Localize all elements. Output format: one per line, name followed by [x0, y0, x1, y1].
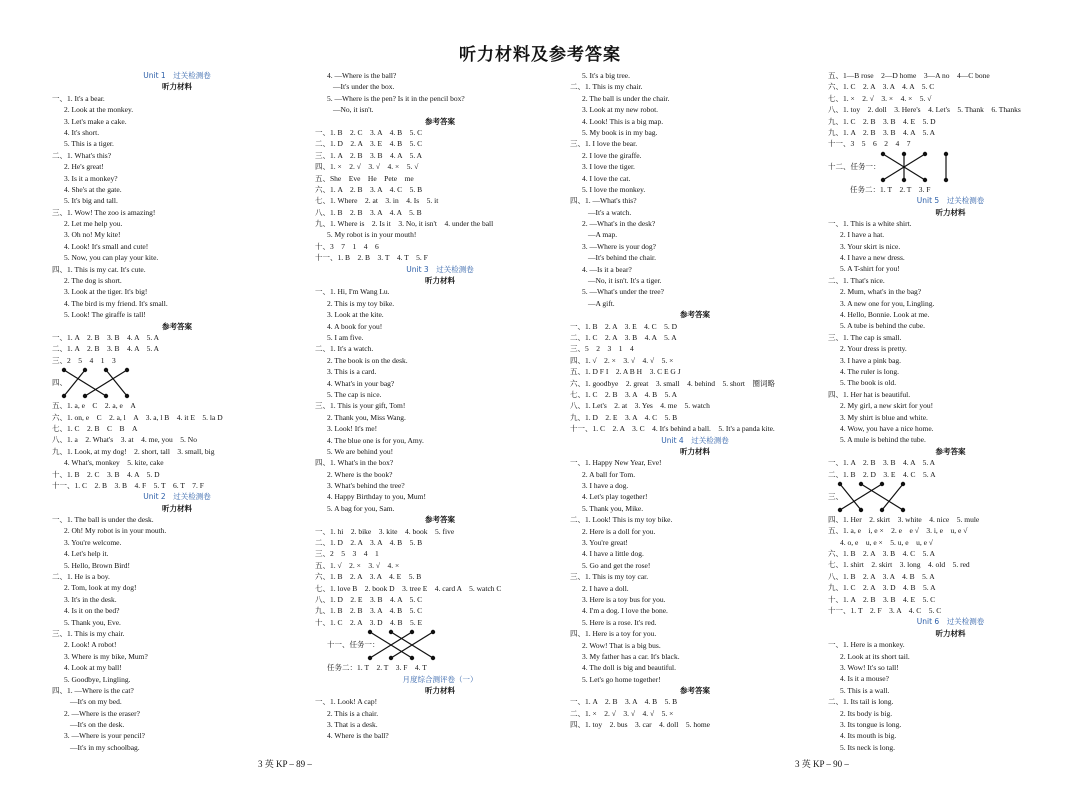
text-line: 2. Here is a doll for you.	[582, 526, 656, 536]
matching-dot	[901, 508, 905, 512]
text-line: 2. Your dress is pretty.	[840, 344, 907, 354]
subsection-heading: 参考答案	[162, 321, 192, 331]
text-line: 四、1. —Where is the cat?	[52, 685, 134, 695]
text-line: 3. My father has a car. It's black.	[582, 651, 680, 661]
text-line: 八、1. a 2. What's 3. at 4. me, you 5. No	[52, 435, 197, 445]
subsection-heading: 听力材料	[935, 628, 966, 638]
matching-dot	[881, 178, 885, 182]
text-line: 三、5 2 3 1 4	[570, 344, 634, 354]
text-line: 4. Let's help it.	[64, 549, 109, 559]
text-line: 5. Go and get the rose!	[582, 560, 651, 570]
text-line: 十一、1. C 2. A 3. C 4. It's behind a ball. 5. It's a panda kite.	[570, 424, 775, 434]
text-line: 三、1. The cap is small.	[828, 332, 902, 342]
text-line: 5. I love the monkey.	[582, 184, 646, 194]
text-line: 3. —Where is your dog?	[582, 241, 656, 251]
text-line: 2. I have a doll.	[582, 583, 629, 593]
text-line: —A gift.	[588, 298, 615, 308]
text-line: 七、1. × 2. √ 3. × 4. × 5. √	[828, 93, 932, 103]
text-line: 5. The cap is nice.	[327, 389, 382, 399]
column-4	[828, 70, 1073, 753]
text-line: 4. It's short.	[64, 127, 100, 137]
text-line: 3. Let's make a cake.	[64, 116, 127, 126]
text-line: 4. Look! It's small and cute!	[64, 241, 149, 251]
text-line: 4. A book for you!	[327, 321, 383, 331]
text-line: 九、1. D 2. E 3. A 4. C 5. B	[570, 412, 678, 422]
text-line: 四、1. This is my cat. It's cute.	[52, 264, 146, 274]
matching-dot	[901, 482, 905, 486]
matching-dot	[881, 152, 885, 156]
text-line: 一、1. This is a white shirt.	[828, 218, 912, 228]
text-line: 十、1. C 2. A 3. D 4. B 5. E	[315, 617, 423, 627]
matching-dot	[62, 394, 66, 398]
text-line: 2. The ball is under the chair.	[582, 93, 670, 103]
text-line: 2. Tom, look at my dog!	[64, 583, 137, 593]
text-line: 二、1. That's nice.	[828, 275, 885, 285]
text-line: 一、1. Happy New Year, Eve!	[570, 458, 662, 468]
text-line: 3. Your skirt is nice.	[840, 241, 901, 251]
matching-dot	[859, 482, 863, 486]
matching-lines	[828, 480, 1068, 514]
text-line: 十一、3 5 6 2 4 7	[828, 139, 911, 149]
matching-dot	[923, 178, 927, 182]
subsection-heading: 听力材料	[162, 82, 192, 92]
subsection-heading: 听力材料	[935, 207, 966, 217]
text-line: 六、1. B 2. A 3. A 4. E 5. B	[315, 572, 422, 582]
text-line: 3. Wow! It's so tall!	[840, 662, 899, 672]
text-line: —A map.	[588, 230, 618, 240]
section-heading: Unit 2 过关检测卷	[143, 492, 211, 502]
text-line: 4. The doll is big and beautiful.	[582, 663, 677, 673]
text-line: 五、1. a, e C 2. a, e A	[52, 401, 136, 411]
matching-dot	[368, 656, 372, 660]
matching-label: 四、	[52, 378, 67, 388]
text-line: 5. A tube is behind the cube.	[840, 321, 925, 331]
column-3	[570, 70, 820, 731]
text-line: 一、1. B 2. A 3. E 4. C 5. D	[570, 321, 678, 331]
matching-dot	[62, 368, 66, 372]
text-line: 2. Where is the book?	[327, 469, 393, 479]
text-line: 4. Is it on the bed?	[64, 606, 120, 616]
section-heading: Unit 1 过关检测卷	[143, 71, 211, 80]
matching-line	[64, 370, 85, 396]
text-line: 5. Goodbye, Lingling.	[64, 674, 131, 684]
text-line: 六、1. goodbye 2. great 3. small 4. behind 5. short 圈词略	[570, 378, 775, 388]
text-line: 九、1. B 2. B 3. A 4. B 5. C	[315, 606, 423, 616]
subsection-heading: 听力材料	[680, 446, 710, 456]
text-line: 2. I have a hat.	[840, 230, 885, 240]
text-line: 5. Let's go home together!	[582, 674, 661, 684]
matching-dot	[83, 394, 87, 398]
text-line: 3. I have a pink bag.	[840, 355, 902, 365]
text-line: —No, it isn't. It's a tiger.	[588, 276, 662, 286]
text-line: 3. You're welcome.	[64, 537, 122, 547]
text-line: 2. The book is on the desk.	[327, 355, 408, 365]
text-line: 任务二：1. T 2. T 3. F	[850, 184, 931, 194]
matching-dot	[902, 178, 906, 182]
text-line: 4. Hello, Bonnie. Look at me.	[840, 310, 930, 320]
text-line: 4. I have a little dog.	[582, 549, 644, 559]
text-line: 2. A ball for Tom.	[582, 469, 636, 479]
subsection-heading: 听力材料	[425, 276, 455, 286]
text-line: 二、1. Look! This is my toy bike.	[570, 515, 673, 525]
matching-diagram	[828, 480, 1073, 514]
matching-dot	[83, 368, 87, 372]
text-line: —It's in my schoolbag.	[70, 742, 140, 752]
matching-line	[882, 484, 903, 510]
subsection-heading: 参考答案	[425, 515, 455, 525]
text-line: 九、1. Where is 2. Is it 3. No, it isn't 4. under the ball	[315, 219, 494, 229]
text-line: 六、1. B 2. A 3. B 4. C 5. A	[828, 549, 936, 559]
section-heading: Unit 3 过关检测卷	[406, 264, 474, 274]
text-line: 3. Look at the tiger. It's big!	[64, 287, 148, 297]
text-line: 2. He's great!	[64, 162, 104, 172]
text-line: 3. Oh no! My kite!	[64, 230, 121, 240]
text-line: 4. Let's play together!	[582, 492, 648, 502]
text-line: 3. I have a dog.	[582, 481, 629, 491]
text-line: 4. Look! This is a big map.	[582, 116, 664, 126]
text-line: 三、1. Wow! The zoo is amazing!	[52, 207, 156, 217]
text-line: 5. My robot is in your mouth!	[327, 230, 417, 240]
text-line: 2. Let me help you.	[64, 219, 123, 229]
text-line: 十、1. A 2. B 3. B 4. E 5. C	[828, 594, 936, 604]
matching-diagram	[52, 366, 302, 400]
text-line: 3. It's in the desk.	[64, 594, 117, 604]
text-line: 2. This is a chair.	[327, 708, 379, 718]
text-line: 5. The book is old.	[840, 378, 897, 388]
text-line: 5. This is a tiger.	[64, 139, 114, 149]
matching-dot	[902, 152, 906, 156]
text-line: 三、1. A 2. B 3. B 4. A 5. A	[315, 150, 423, 160]
matching-dot	[125, 394, 129, 398]
text-line: 八、1. toy 2. doll 3. Here's 4. Let's 5. Thank 6. Thanks	[828, 105, 1021, 115]
text-line: 2. Thank you, Miss Wang.	[327, 412, 406, 422]
text-line: 5. Thank you, Eve.	[64, 617, 121, 627]
text-line: 3. Here is a toy bus for you.	[582, 594, 666, 604]
text-line: 2. I love the giraffe.	[582, 150, 642, 160]
text-line: 四、1. What's in the box?	[315, 458, 394, 468]
text-line: 4. Look at my ball!	[64, 663, 122, 673]
subsection-heading: 参考答案	[680, 310, 710, 320]
text-line: 3. This is a card.	[327, 367, 377, 377]
text-line: 五、1. a, e i, e × 2. e e √ 3. i, e u, e √	[828, 526, 968, 536]
text-line: —It's a watch.	[588, 207, 632, 217]
matching-dot	[410, 630, 414, 634]
text-line: 4. What's, monkey 5. kite, cake	[64, 458, 164, 468]
text-line: 2. Look! A robot!	[64, 640, 117, 650]
text-line: 一、1. Hi, I'm Wang Lu.	[315, 287, 390, 297]
text-line: 七、1. C 2. B 3. A 4. B 5. A	[570, 389, 678, 399]
text-line: 2. Look at the monkey.	[64, 105, 134, 115]
text-line: 五、1. √ 2. × 3. √ 4. ×	[315, 560, 400, 570]
text-line: 八、1. D 2. E 3. B 4. A 5. C	[315, 594, 423, 604]
text-line: 七、1. Where 2. at 3. in 4. Is 5. it	[315, 196, 439, 206]
page-number-right: 3 英 KP – 90 –	[795, 759, 849, 769]
matching-dot	[104, 394, 108, 398]
text-line: 四、1. √ 2. × 3. √ 4. √ 5. ×	[570, 355, 674, 365]
matching-dot	[838, 508, 842, 512]
matching-dot	[859, 508, 863, 512]
text-line: 5. Thank you, Mike.	[582, 503, 644, 513]
text-line: 一、1. Here is a monkey.	[828, 640, 905, 650]
text-line: 八、1. B 2. B 3. A 4. A 5. B	[315, 207, 422, 217]
text-line: 一、1. B 2. C 3. A 4. B 5. C	[315, 127, 423, 137]
text-line: 2. Mum, what's in the bag?	[840, 287, 922, 297]
text-line: 4. Is it a mouse?	[840, 674, 889, 684]
text-line: 3. Look! It's me!	[327, 424, 378, 434]
text-line: 五、1. D F I 2. A B H 3. C E G J	[570, 367, 681, 377]
text-line: 5. —Where is the pen? Is it in the pencil box?	[327, 93, 465, 103]
text-line: 四、1. Here is a toy for you.	[570, 629, 657, 639]
text-line: 4. Happy Birthday to you, Mum!	[327, 492, 426, 502]
text-line: 一、1. It's a bear.	[52, 93, 105, 103]
text-line: 九、1. C 2. B 3. B 4. E 5. D	[828, 116, 936, 126]
matching-dot	[410, 656, 414, 660]
text-line: 二、1. He is a boy.	[52, 572, 110, 582]
text-line: 4. Where is the ball?	[327, 731, 389, 741]
text-line: 5. We are behind you!	[327, 446, 394, 456]
text-line: 4. The blue one is for you, Amy.	[327, 435, 424, 445]
text-line: 5. Its neck is long.	[840, 742, 895, 752]
matching-label: 十二、任务一：	[828, 161, 881, 171]
matching-dot	[389, 656, 393, 660]
matching-dot	[838, 482, 842, 486]
text-line: 3. I love the tiger.	[582, 162, 635, 172]
text-line: 任务二：1. T 2. T 3. F 4. T	[327, 663, 427, 673]
text-line: 九、1. A 2. B 3. B 4. A 5. A	[828, 127, 936, 137]
text-line: 一、1. A 2. B 3. A 4. B 5. B	[570, 697, 678, 707]
page-number-left: 3 英 KP – 89 –	[258, 759, 312, 769]
text-line: 二、1. What's this?	[52, 150, 112, 160]
text-line: 4. —Is it a bear?	[582, 264, 632, 274]
text-line: 四、1. Her hat is beautiful.	[828, 389, 911, 399]
text-line: 4. o, e u, e × 5. u, e u, e √	[840, 537, 933, 547]
text-line: 二、1. × 2. √ 3. √ 4. √ 5. ×	[570, 708, 674, 718]
text-line: 十一、1. T 2. F 3. A 4. C 5. C	[828, 606, 942, 616]
matching-dot	[104, 368, 108, 372]
matching-line	[106, 370, 127, 396]
text-line: 三、1. This is my toy car.	[570, 572, 649, 582]
text-line: 六、1. A 2. B 3. A 4. C 5. B	[315, 184, 423, 194]
text-line: 一、1. A 2. B 3. B 4. A 5. A	[828, 458, 936, 468]
matching-dot	[125, 368, 129, 372]
text-line: 三、1. This is my chair.	[52, 628, 125, 638]
text-line: 3. Where is my bike, Mum?	[64, 651, 148, 661]
subsection-heading: 参考答案	[680, 686, 710, 696]
subsection-heading: 参考答案	[935, 446, 966, 456]
text-line: 二、1. It's a watch.	[315, 344, 374, 354]
text-line: 5. Here is a rose. It's red.	[582, 617, 657, 627]
column-2	[315, 70, 565, 742]
section-heading: 月度综合测评卷（一）	[402, 674, 478, 684]
text-line: 5. Look! The giraffe is tall!	[64, 310, 146, 320]
matching-line	[85, 370, 127, 396]
matching-line	[64, 370, 106, 396]
matching-line	[840, 484, 861, 510]
text-line: 二、1. D 2. A 3. E 4. B 5. C	[315, 139, 423, 149]
text-line: 4. I have a new dress.	[840, 253, 905, 263]
text-line: 三、2 5 4 1 3	[52, 355, 116, 365]
text-line: 2. Oh! My robot is in your mouth.	[64, 526, 167, 536]
text-line: 2. Its body is big.	[840, 708, 893, 718]
text-line: 4. The ruler is long.	[840, 366, 900, 376]
text-line: —No, it isn't.	[333, 105, 374, 115]
text-line: 一、1. A 2. B 3. B 4. A 5. A	[52, 332, 160, 342]
text-line: —It's on my bed.	[70, 697, 122, 707]
matching-label: 十一、任务一：	[327, 640, 380, 650]
text-line: 七、1. C 2. B C B A	[52, 423, 138, 433]
text-line: 十一、1. B 2. B 3. T 4. T 5. F	[315, 253, 428, 263]
subsection-heading: 参考答案	[425, 116, 455, 126]
text-line: 5. I am five.	[327, 332, 364, 342]
text-line: 一、1. Look! A cap!	[315, 697, 378, 707]
text-line: 二、1. C 2. A 3. B 4. A 5. A	[570, 332, 677, 342]
text-line: 十一、1. C 2. B 3. B 4. F 5. T 6. T 7. F	[52, 480, 204, 490]
text-line: 六、1. on, e C 2. a, l A 3. a, l B 4. it E 5. la D	[52, 412, 223, 422]
text-line: 4. She's at the gate.	[64, 184, 122, 194]
text-line: 5. A T-shirt for you!	[840, 264, 900, 274]
text-line: 五、1—B rose 2—D home 3—A no 4—C bone	[828, 71, 990, 80]
text-line: 4. I love the cat.	[582, 173, 631, 183]
text-line: 5. A bag for you, Sam.	[327, 503, 395, 513]
text-line: 3. —Where is your pencil?	[64, 731, 146, 741]
text-line: 3. Is it a monkey?	[64, 173, 118, 183]
subsection-heading: 听力材料	[162, 503, 192, 513]
text-line: 二、1. A 2. B 3. B 4. A 5. A	[52, 344, 160, 354]
text-line: —It's under the box.	[333, 82, 395, 92]
text-line: —It's on the desk.	[70, 720, 125, 730]
text-line: 2. The dog is short.	[64, 276, 122, 286]
page-title: 听力材料及参考答案	[459, 45, 621, 65]
text-line: 5. —What's under the tree?	[582, 287, 664, 297]
text-line: 4. —Where is the ball?	[327, 71, 397, 80]
text-line: 二、1. D 2. A 3. A 4. B 5. B	[315, 538, 423, 548]
text-line: 5. Hello, Brown Bird!	[64, 560, 131, 570]
text-line: 七、1. love B 2. book D 3. tree E 4. card A 5. watch C	[315, 583, 502, 593]
text-line: 五、She Eve He Pete me	[315, 173, 414, 183]
text-line: 三、2 5 3 4 1	[315, 549, 379, 559]
text-line: 一、1. The ball is under the desk.	[52, 515, 154, 525]
matching-label: 三、	[828, 491, 843, 501]
column-1	[52, 70, 302, 753]
text-line: 三、1. I love the bear.	[570, 139, 638, 149]
text-line: 5. My book is in my bag.	[582, 127, 658, 137]
matching-diagram	[828, 150, 1073, 184]
matching-dot	[389, 630, 393, 634]
text-line: 四、1. × 2. √ 3. √ 4. × 5. √	[315, 162, 419, 172]
text-line: 5. It's a big tree.	[582, 71, 631, 80]
subsection-heading: 听力材料	[425, 685, 455, 695]
matching-line	[861, 484, 903, 510]
text-line: 5. A mule is behind the tube.	[840, 435, 926, 445]
matching-lines	[315, 628, 555, 662]
text-line: 4. Wow, you have a nice home.	[840, 423, 934, 433]
matching-dot	[944, 152, 948, 156]
text-line: 八、1. B 2. A 3. A 4. B 5. A	[828, 571, 935, 581]
text-line: 4. What's in your bag?	[327, 378, 395, 388]
text-line: 七、1. shirt 2. skirt 3. long 4. old 5. red	[828, 560, 970, 570]
text-line: 2. Look at its short tail.	[840, 651, 910, 661]
text-line: 十、3 7 1 4 6	[315, 241, 379, 251]
text-line: 3. Its tongue is long.	[840, 719, 902, 729]
matching-dot	[880, 508, 884, 512]
text-line: 3. That is a desk.	[327, 720, 378, 730]
text-line: 九、1. Look, at my dog! 2. short, tall 3. small, big	[52, 446, 215, 456]
text-line: 九、1. C 2. A 3. D 4. B 5. A	[828, 583, 936, 593]
text-line: 4. I'm a dog. I love the bone.	[582, 606, 668, 616]
section-heading: Unit 4 过关检测卷	[661, 435, 729, 445]
section-heading: Unit 5 过关检测卷	[916, 196, 985, 206]
text-line: —It's behind the chair.	[588, 253, 657, 263]
matching-dot	[880, 482, 884, 486]
matching-line	[840, 484, 882, 510]
text-line: 一、1. hi 2. bike 3. kite 4. book 5. five	[315, 526, 455, 536]
text-line: 二、1. This is my chair.	[570, 82, 643, 92]
text-line: 3. Look at my new robot.	[582, 105, 659, 115]
text-line: 5. This is a wall.	[840, 685, 890, 695]
matching-diagram	[315, 628, 565, 662]
matching-lines	[52, 366, 292, 400]
matching-dot	[944, 178, 948, 182]
text-line: 二、1. B 2. D 3. E 4. C 5. A	[828, 469, 936, 479]
text-line: 3. A new one for you, Lingling.	[840, 298, 935, 308]
text-line: 2. My girl, a new skirt for you!	[840, 401, 934, 411]
text-line: 3. What's behind the tree?	[327, 481, 405, 491]
text-line: 四、1. toy 2. bus 3. car 4. doll 5. home	[570, 720, 710, 730]
text-line: 三、1. This is your gift, Tom!	[315, 401, 406, 411]
matching-lines	[828, 150, 1068, 184]
matching-dot	[431, 656, 435, 660]
text-line: 四、1. Her 2. skirt 3. white 4. nice 5. mule	[828, 514, 980, 524]
text-line: 2. This is my toy bike.	[327, 298, 395, 308]
text-line: 六、1. C 2. A 3. A 4. A 5. C	[828, 82, 935, 92]
matching-dot	[368, 630, 372, 634]
text-line: 3. You're great!	[582, 538, 628, 548]
matching-dot	[923, 152, 927, 156]
text-line: 2. —Where is the eraser?	[64, 708, 141, 718]
text-line: 二、1. Its tail is long.	[828, 697, 894, 707]
text-line: 十、1. B 2. C 3. B 4. A 5. D	[52, 469, 160, 479]
text-line: 5. Now, you can play your kite.	[64, 253, 159, 263]
section-heading: Unit 6 过关检测卷	[916, 617, 985, 627]
text-line: 4. Its mouth is big.	[840, 731, 897, 741]
text-line: 3. My shirt is blue and white.	[840, 412, 928, 422]
text-line: 5. It's big and tall.	[64, 196, 118, 206]
text-line: 2. Wow! That is a big bus.	[582, 640, 661, 650]
matching-dot	[431, 630, 435, 634]
text-line: 四、1. —What's this?	[570, 196, 637, 206]
text-line: 3. Look at the kite.	[327, 310, 384, 320]
text-line: 八、1. Let's 2. at 3. Yes 4. me 5. watch	[570, 401, 710, 411]
text-line: 2. —What's in the desk?	[582, 219, 656, 229]
text-line: 4. The bird is my friend. It's small.	[64, 298, 168, 308]
